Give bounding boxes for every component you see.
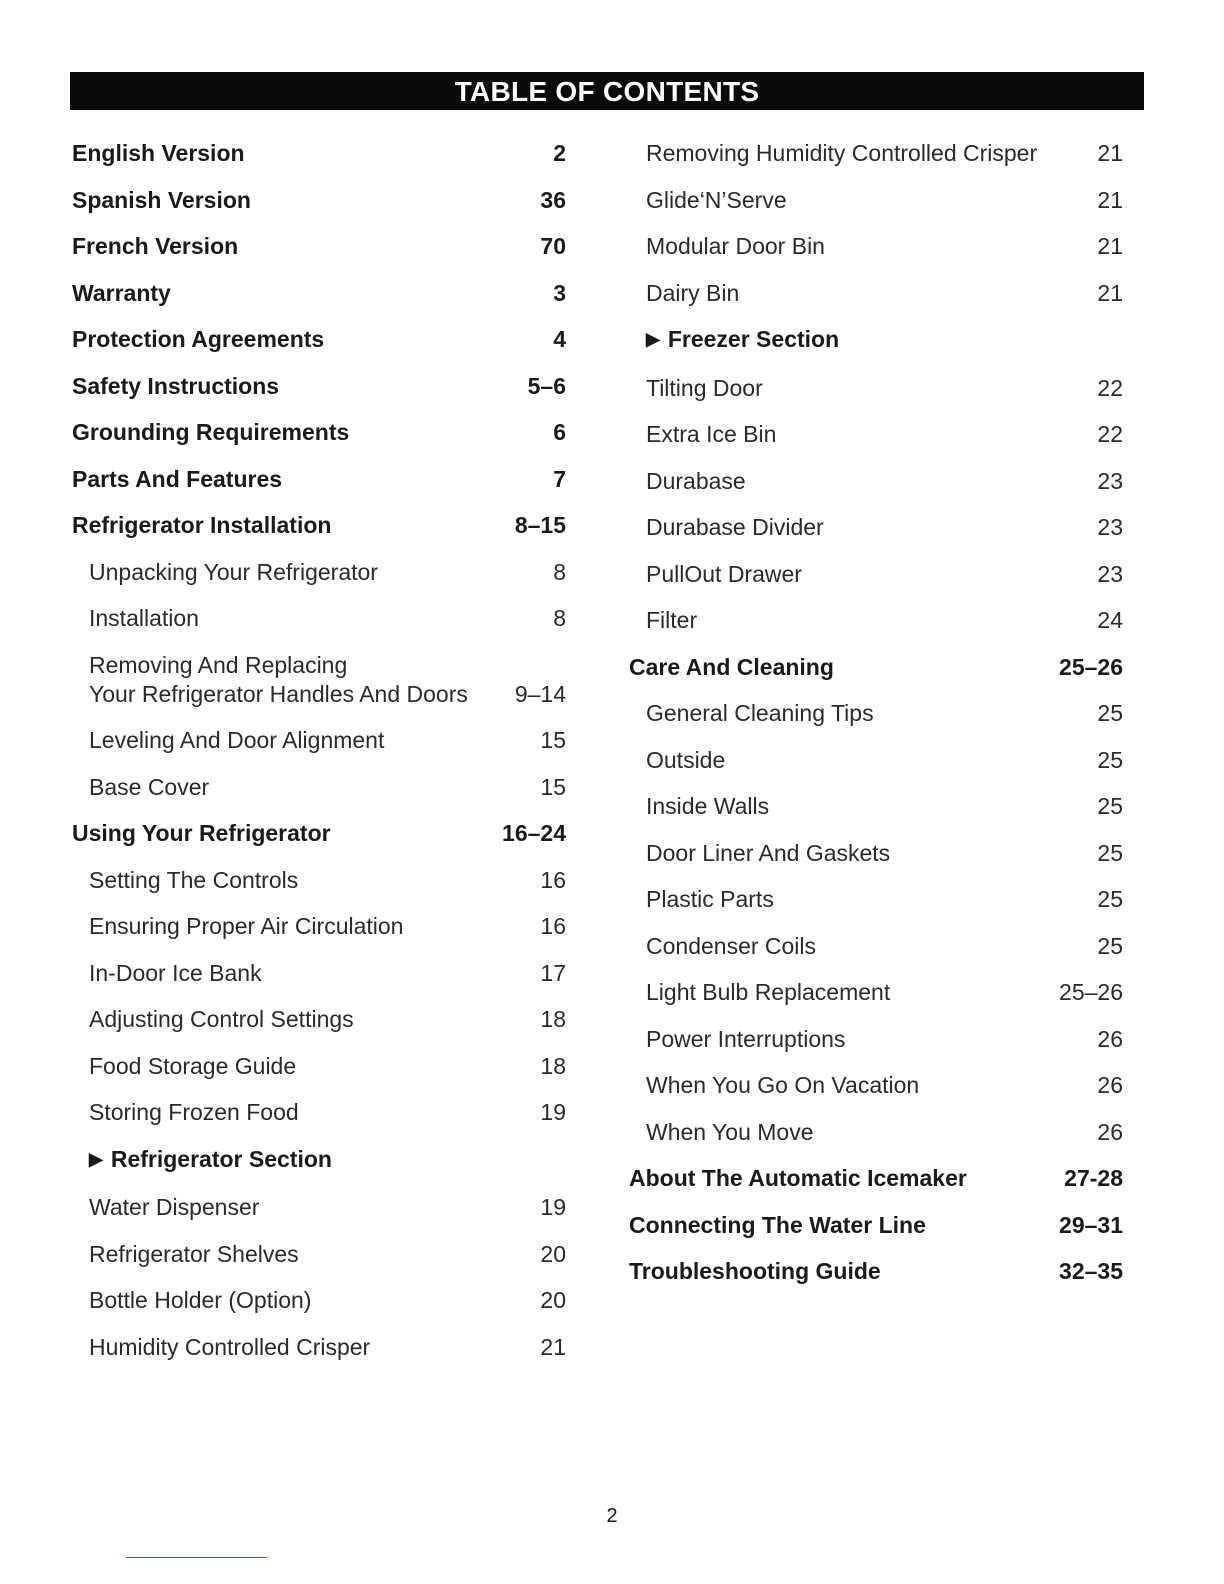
- toc-entry-label: [89, 604, 199, 633]
- toc-entry[interactable]: [629, 932, 1123, 961]
- toc-entry[interactable]: [72, 232, 566, 261]
- toc-entry[interactable]: [629, 699, 1123, 728]
- toc-entry-page: 21: [540, 1333, 566, 1360]
- toc-entry-label: [89, 912, 403, 941]
- toc-entry-text: Power Interruptions: [646, 1025, 846, 1052]
- toc-entry-page: 23: [1097, 514, 1123, 540]
- toc-entry-label: [646, 885, 774, 914]
- toc-entry-text: Refrigerator Section: [110, 1145, 332, 1172]
- toc-entry-label: [89, 1052, 296, 1081]
- toc-entry[interactable]: [629, 606, 1123, 635]
- toc-entry-label: [646, 1118, 814, 1147]
- toc-entry-page: 16–24: [502, 820, 566, 846]
- toc-entry-text: Door Liner And Gaskets: [646, 839, 891, 866]
- toc-entry-page: 16: [540, 866, 566, 893]
- toc-entry-label: [646, 232, 825, 261]
- toc-entry-page: 8: [553, 558, 566, 585]
- toc-entry-page: 25: [1097, 746, 1123, 773]
- toc-entry-text: About The Automatic Icemaker: [629, 1165, 967, 1191]
- toc-entry-label: [629, 653, 834, 682]
- toc-entry-text: Humidity Controlled Crisper: [89, 1333, 371, 1360]
- toc-entry[interactable]: [72, 912, 566, 941]
- toc-entry-page: 26: [1097, 1072, 1123, 1098]
- toc-entry-page: 21: [1097, 233, 1123, 259]
- toc-entry-text: Connecting The Water Line: [629, 1211, 926, 1238]
- toc-entry-page: 20: [540, 1240, 566, 1267]
- toc-entry-text: Unpacking Your Refrigerator: [89, 558, 378, 585]
- toc-entry-page: 25–26: [1059, 979, 1123, 1005]
- toc-entry[interactable]: [629, 653, 1123, 682]
- toc-entry-page: 25: [1097, 839, 1123, 866]
- toc-entry[interactable]: [72, 1052, 566, 1081]
- toc-entry-page: 6: [553, 419, 566, 445]
- toc-entry-label: [646, 467, 746, 496]
- toc-entry-page: 23: [1097, 467, 1123, 494]
- toc-entry-page: 25–26: [1059, 653, 1123, 680]
- toc-entry-label: [646, 699, 874, 728]
- toc-entry-text: When You Go On Vacation: [646, 1072, 920, 1098]
- toc-entry-page: 36: [540, 186, 566, 213]
- toc-entry-page: 3: [553, 279, 566, 306]
- toc-entry-text: Dairy Bin: [646, 279, 740, 306]
- toc-entry-text: Durabase Divider: [646, 514, 824, 540]
- toc-entry[interactable]: [72, 465, 566, 494]
- toc-entry[interactable]: [72, 558, 566, 587]
- toc-entry-page: 20: [540, 1287, 566, 1313]
- toc-entry-text: Light Bulb Replacement: [646, 979, 891, 1005]
- toc-entry[interactable]: [72, 1005, 566, 1034]
- toc-entry-label: [629, 1164, 967, 1193]
- toc-entry-page: 26: [1097, 1118, 1123, 1145]
- toc-entry-text: Adjusting Control Settings: [89, 1006, 354, 1032]
- toc-entry-text: Troubleshooting Guide: [629, 1258, 881, 1284]
- toc-entry-label: [89, 866, 298, 895]
- toc-entry[interactable]: [72, 1286, 566, 1315]
- toc-entry-page: 32–35: [1059, 1258, 1123, 1284]
- toc-entry-text: In-Door Ice Bank: [89, 959, 262, 986]
- toc-entry[interactable]: [629, 1118, 1123, 1147]
- toc-entry-label: [629, 1257, 881, 1286]
- toc-entry-text: General Cleaning Tips: [646, 700, 874, 726]
- toc-entry-label: [646, 792, 769, 821]
- toc-entry-text: Condenser Coils: [646, 932, 817, 959]
- toc-entry-label: [89, 1286, 311, 1315]
- toc-entry-page: 16: [540, 913, 566, 939]
- toc-entry[interactable]: [72, 959, 566, 988]
- toc-entry-text: Glide‘N’Serve: [646, 186, 787, 213]
- toc-entry-page: 19: [540, 1194, 566, 1220]
- toc-entry-label: [89, 651, 468, 709]
- toc-entry-text: Removing Humidity Controlled Crisper: [646, 140, 1038, 166]
- toc-entry-page: 9–14: [514, 680, 566, 707]
- toc-entry-label: [89, 726, 384, 755]
- toc-entry-page: 7: [553, 465, 566, 492]
- toc-entry-label: [646, 325, 839, 356]
- toc-entry-label: [646, 374, 763, 403]
- toc-entry[interactable]: [72, 279, 566, 308]
- toc-entry-text: French Version: [72, 233, 239, 259]
- toc-entry[interactable]: [629, 746, 1123, 775]
- toc-entry-text: Tilting Door: [646, 374, 763, 401]
- toc-entry-text: PullOut Drawer: [646, 560, 802, 587]
- toc-entry-page: 15: [540, 773, 566, 800]
- toc-entry[interactable]: [72, 1145, 566, 1176]
- toc-entry-page: 15: [540, 727, 566, 753]
- toc-entry-text: Inside Walls: [646, 793, 770, 819]
- toc-entry[interactable]: [629, 467, 1123, 496]
- toc-entry-page: 4: [553, 326, 566, 352]
- toc-entry-page: 29–31: [1059, 1211, 1123, 1238]
- toc-entry-label: [646, 560, 802, 589]
- toc-entry[interactable]: [72, 819, 566, 848]
- toc-entry-text: Warranty: [72, 279, 171, 306]
- toc-entry-label: [72, 325, 324, 354]
- toc-entry[interactable]: [629, 139, 1123, 168]
- toc-entry-label: [646, 978, 890, 1007]
- toc-entry[interactable]: [72, 866, 566, 895]
- toc-entry-page: 19: [540, 1099, 566, 1125]
- toc-entry-label: [646, 139, 1037, 168]
- toc-entry-text: Base Cover: [89, 773, 210, 800]
- toc-entry-text: Safety Instructions: [72, 372, 280, 399]
- toc-entry-text: Storing Frozen Food: [89, 1099, 299, 1125]
- toc-entry[interactable]: [629, 1257, 1123, 1286]
- toc-entry[interactable]: [629, 885, 1123, 914]
- toc-entry-label: [89, 773, 209, 802]
- toc-entry-text: Refrigerator Shelves: [89, 1240, 299, 1267]
- toc-entry[interactable]: [629, 792, 1123, 821]
- toc-entry-label: [646, 839, 890, 868]
- toc-entry-text: Extra Ice Bin: [646, 421, 777, 447]
- toc-entry[interactable]: [72, 1193, 566, 1222]
- toc-entry-label: [72, 465, 282, 494]
- toc-entry[interactable]: [629, 513, 1123, 542]
- toc-entry-page: 70: [540, 233, 566, 259]
- toc-entry-page: 21: [1097, 186, 1123, 213]
- toc-entry-text: Spanish Version: [72, 186, 251, 213]
- toc-entry[interactable]: [72, 418, 566, 447]
- toc-entry-label: [646, 606, 697, 635]
- toc-entry-label: [89, 1193, 259, 1222]
- toc-entry-page: 18: [540, 1006, 566, 1032]
- toc-entry[interactable]: [629, 1164, 1123, 1193]
- toc-entry-page: 26: [1097, 1025, 1123, 1052]
- toc-entry-page: 5–6: [527, 372, 566, 399]
- toc-entry-text: Protection Agreements: [72, 326, 325, 352]
- toc-entry-label: [89, 558, 378, 587]
- toc-entry-text: English Version: [72, 140, 245, 166]
- toc-entry[interactable]: [72, 325, 566, 354]
- toc-entry-text: Bottle Holder (Option): [89, 1287, 312, 1313]
- toc-entry[interactable]: [72, 651, 566, 709]
- toc-entry-page: 21: [1097, 140, 1123, 166]
- toc-entry-text: Plastic Parts: [646, 886, 774, 912]
- toc-entry-label: [646, 932, 816, 961]
- toc-entry-page: 25: [1097, 700, 1123, 726]
- toc-entry[interactable]: [629, 978, 1123, 1007]
- toc-entry-text: Freezer Section: [667, 326, 840, 352]
- toc-entry[interactable]: [72, 726, 566, 755]
- toc-entry-label: [89, 1333, 370, 1362]
- toc-entry[interactable]: [72, 773, 566, 802]
- toc-entry[interactable]: [72, 511, 566, 540]
- triangle-right-icon: ▶: [646, 329, 660, 349]
- toc-entry-label: [72, 372, 279, 401]
- toc-entry-page: 18: [540, 1052, 566, 1079]
- toc-entry-text: Parts And Features: [72, 465, 283, 492]
- toc-entry-page: 24: [1097, 607, 1123, 633]
- toc-entry-page: 25: [1097, 793, 1123, 819]
- toc-entry-label: [72, 186, 251, 215]
- table-of-contents-title: TABLE OF CONTENTS: [70, 72, 1144, 110]
- toc-entry-label: [89, 959, 262, 988]
- toc-entry-label: [72, 139, 245, 168]
- toc-entry-text: When You Move: [646, 1118, 814, 1145]
- toc-entry-label: [646, 1071, 919, 1100]
- toc-entry-text: Leveling And Door Alignment: [89, 727, 385, 753]
- toc-entry[interactable]: [72, 372, 566, 401]
- toc-entry-label: [72, 418, 349, 447]
- toc-entry[interactable]: [629, 232, 1123, 261]
- toc-entry[interactable]: [629, 186, 1123, 215]
- toc-entry-text: Modular Door Bin: [646, 233, 825, 259]
- toc-entry[interactable]: [629, 325, 1123, 356]
- toc-entry-label: [72, 279, 171, 308]
- toc-entry-page: 21: [1097, 279, 1123, 306]
- toc-entry[interactable]: [72, 1098, 566, 1127]
- toc-right-column: [629, 139, 1123, 1304]
- toc-entry-text: Care And Cleaning: [629, 653, 834, 680]
- toc-entry-label: [72, 232, 238, 261]
- toc-entry-label: [646, 420, 776, 449]
- toc-entry-label: [646, 746, 725, 775]
- toc-entry[interactable]: [629, 1211, 1123, 1240]
- toc-entry-text: Setting The Controls: [89, 866, 299, 893]
- toc-entry-label: [72, 511, 331, 540]
- toc-left-column: [72, 139, 566, 1379]
- toc-entry-text-line2: Your Refrigerator Handles And Doors: [89, 680, 468, 707]
- toc-entry-text: Removing And Replacing: [89, 651, 348, 678]
- toc-entry-page: 8–15: [514, 512, 566, 538]
- toc-entry-text: Installation: [89, 605, 199, 631]
- toc-entry[interactable]: [629, 279, 1123, 308]
- toc-entry-text: Food Storage Guide: [89, 1052, 297, 1079]
- toc-entry-label: [89, 1145, 332, 1176]
- toc-entry-page: 27-28: [1064, 1165, 1123, 1191]
- toc-entry[interactable]: [629, 420, 1123, 449]
- toc-entry-text: Durabase: [646, 467, 746, 494]
- toc-entry-page: 25: [1097, 932, 1123, 959]
- toc-entry-page: 23: [1097, 560, 1123, 587]
- toc-entry[interactable]: [72, 186, 566, 215]
- toc-entry-label: [629, 1211, 926, 1240]
- toc-entry[interactable]: [72, 604, 566, 633]
- toc-entry-page: 22: [1097, 374, 1123, 401]
- toc-entry-label: [646, 513, 824, 542]
- toc-entry-label: [89, 1005, 354, 1034]
- toc-entry-page: 2: [553, 140, 566, 166]
- toc-entry[interactable]: [629, 374, 1123, 403]
- bottom-divider: [126, 1557, 267, 1558]
- toc-entry[interactable]: [629, 1025, 1123, 1054]
- toc-entry-page: 25: [1097, 886, 1123, 912]
- toc-entry-text: Ensuring Proper Air Circulation: [89, 913, 404, 939]
- triangle-right-icon: ▶: [89, 1148, 103, 1169]
- page-number: 2: [606, 1505, 618, 1527]
- toc-entry-text: Using Your Refrigerator: [72, 820, 331, 846]
- toc-entry-page: 22: [1097, 421, 1123, 447]
- toc-entry-text: Water Dispenser: [89, 1194, 260, 1220]
- toc-entry[interactable]: [72, 139, 566, 168]
- toc-entry-text: Outside: [646, 746, 726, 773]
- toc-entry-label: [89, 1240, 299, 1269]
- toc-entry-label: [646, 1025, 845, 1054]
- toc-entry-page: 8: [553, 605, 566, 631]
- toc-entry[interactable]: [72, 1240, 566, 1269]
- toc-entry[interactable]: [629, 839, 1123, 868]
- toc-entry-label: [646, 279, 739, 308]
- toc-entry-page: 17: [540, 959, 566, 986]
- toc-entry[interactable]: [629, 1071, 1123, 1100]
- toc-entry-label: [72, 819, 331, 848]
- toc-entry-label: [646, 186, 787, 215]
- toc-entry[interactable]: [629, 560, 1123, 589]
- toc-entry[interactable]: [72, 1333, 566, 1362]
- toc-entry-text: Filter: [646, 607, 698, 633]
- toc-entry-text: Refrigerator Installation: [72, 512, 332, 538]
- toc-entry-text: Grounding Requirements: [72, 419, 350, 445]
- toc-entry-label: [89, 1098, 299, 1127]
